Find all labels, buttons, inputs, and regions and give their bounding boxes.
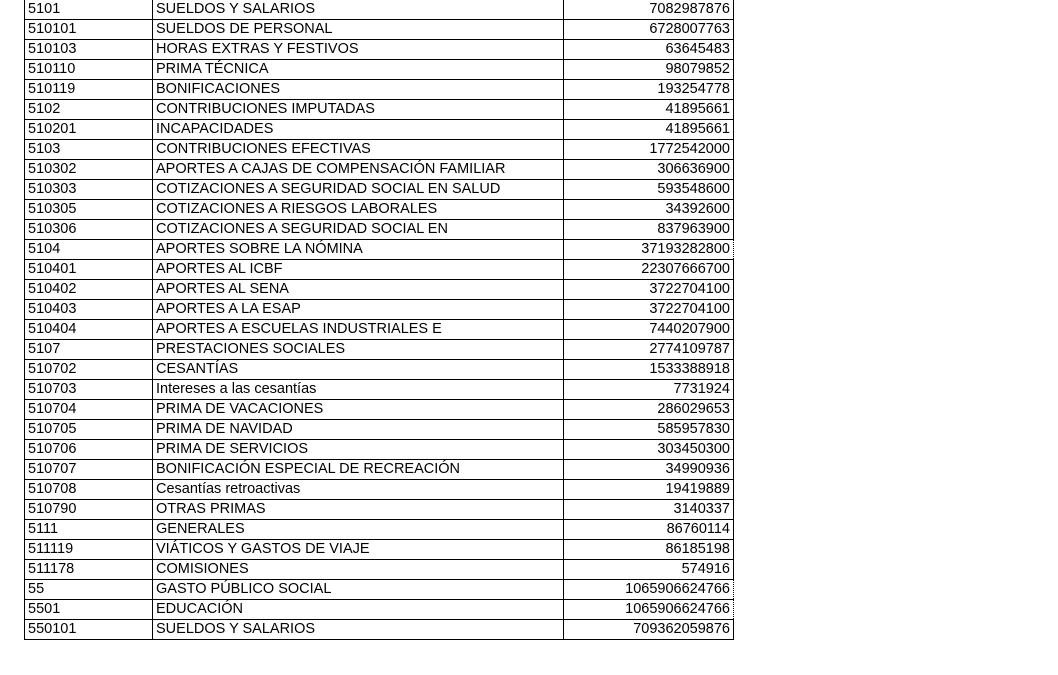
amount-cell: 6728007763 xyxy=(564,20,734,40)
table-row xyxy=(25,300,734,320)
table-row xyxy=(25,520,734,540)
account-code-cell: 511178 xyxy=(25,560,153,580)
table-row xyxy=(25,60,734,80)
amount-cell: 22307666700 xyxy=(564,260,734,280)
account-code-cell: 510703 xyxy=(25,380,153,400)
account-description-cell: HORAS EXTRAS Y FESTIVOS xyxy=(153,40,564,60)
amount-cell: 574916 xyxy=(564,560,734,580)
account-code-cell: 511119 xyxy=(25,540,153,560)
table-row xyxy=(25,380,734,400)
table-row xyxy=(25,160,734,180)
amount-cell: 98079852 xyxy=(564,60,734,80)
account-description-cell: CONTRIBUCIONES EFECTIVAS xyxy=(153,140,564,160)
amount-cell: 34392600 xyxy=(564,200,734,220)
amount-cell: 19419889 xyxy=(564,480,734,500)
account-description-cell: APORTES AL ICBF xyxy=(153,260,564,280)
table-row xyxy=(25,420,734,440)
account-description-cell: SUELDOS Y SALARIOS xyxy=(153,620,564,640)
table-row xyxy=(25,360,734,380)
amount-cell: 306636900 xyxy=(564,160,734,180)
account-description-cell: APORTES AL SENA xyxy=(153,280,564,300)
account-description-cell: SUELDOS Y SALARIOS xyxy=(153,0,564,20)
account-description-cell: CESANTÍAS xyxy=(153,360,564,380)
amount-cell: 3140337 xyxy=(564,500,734,520)
table-row xyxy=(25,440,734,460)
account-code-cell: 510101 xyxy=(25,20,153,40)
amount-cell: 1772542000 xyxy=(564,140,734,160)
account-description-cell: APORTES SOBRE LA NÓMINA xyxy=(153,240,564,260)
account-description-cell: BONIFICACIÓN ESPECIAL DE RECREACIÓN xyxy=(153,460,564,480)
account-code-cell: 510305 xyxy=(25,200,153,220)
table-row xyxy=(25,560,734,580)
account-description-cell: PRIMA TÉCNICA xyxy=(153,60,564,80)
account-code-cell: 5107 xyxy=(25,340,153,360)
table-row xyxy=(25,40,734,60)
amount-cell: 41895661 xyxy=(564,120,734,140)
table-row xyxy=(25,620,734,640)
account-code-cell: 510306 xyxy=(25,220,153,240)
account-description-cell: Intereses a las cesantías xyxy=(153,380,564,400)
table-row xyxy=(25,480,734,500)
account-code-cell: 550101 xyxy=(25,620,153,640)
account-description-cell: COMISIONES xyxy=(153,560,564,580)
table-row xyxy=(25,80,734,100)
amount-cell: 1065906624766 xyxy=(564,600,734,620)
account-description-cell: APORTES A LA ESAP xyxy=(153,300,564,320)
account-code-cell: 510302 xyxy=(25,160,153,180)
account-description-cell: OTRAS PRIMAS xyxy=(153,500,564,520)
ledger-body xyxy=(25,0,734,640)
amount-cell: 3722704100 xyxy=(564,300,734,320)
account-code-cell: 510706 xyxy=(25,440,153,460)
table-row xyxy=(25,260,734,280)
account-description-cell: COTIZACIONES A SEGURIDAD SOCIAL EN xyxy=(153,220,564,240)
account-code-cell: 510402 xyxy=(25,280,153,300)
table-row xyxy=(25,580,734,600)
table-row xyxy=(25,540,734,560)
account-description-cell: PRIMA DE NAVIDAD xyxy=(153,420,564,440)
account-description-cell: INCAPACIDADES xyxy=(153,120,564,140)
amount-cell: 7731924 xyxy=(564,380,734,400)
account-description-cell: PRIMA DE VACACIONES xyxy=(153,400,564,420)
account-code-cell: 510702 xyxy=(25,360,153,380)
amount-cell: 1533388918 xyxy=(564,360,734,380)
account-description-cell: EDUCACIÓN xyxy=(153,600,564,620)
account-code-cell: 510401 xyxy=(25,260,153,280)
amount-cell: 63645483 xyxy=(564,40,734,60)
account-code-cell: 510708 xyxy=(25,480,153,500)
account-description-cell: GENERALES xyxy=(153,520,564,540)
account-description-cell: PRIMA DE SERVICIOS xyxy=(153,440,564,460)
account-description-cell: APORTES A ESCUELAS INDUSTRIALES E xyxy=(153,320,564,340)
table-row xyxy=(25,140,734,160)
table-row xyxy=(25,320,734,340)
amount-cell: 303450300 xyxy=(564,440,734,460)
account-description-cell: COTIZACIONES A RIESGOS LABORALES xyxy=(153,200,564,220)
table-row xyxy=(25,600,734,620)
account-description-cell: GASTO PÚBLICO SOCIAL xyxy=(153,580,564,600)
account-description-cell: BONIFICACIONES xyxy=(153,80,564,100)
account-code-cell: 510403 xyxy=(25,300,153,320)
account-code-cell: 510303 xyxy=(25,180,153,200)
table-row xyxy=(25,120,734,140)
account-code-cell: 55 xyxy=(25,580,153,600)
account-code-cell: 510704 xyxy=(25,400,153,420)
account-code-cell: 5104 xyxy=(25,240,153,260)
account-description-cell: CONTRIBUCIONES IMPUTADAS xyxy=(153,100,564,120)
account-code-cell: 510110 xyxy=(25,60,153,80)
table-row xyxy=(25,0,734,20)
account-code-cell: 5102 xyxy=(25,100,153,120)
account-description-cell: Cesantías retroactivas xyxy=(153,480,564,500)
amount-cell: 86185198 xyxy=(564,540,734,560)
table-row xyxy=(25,340,734,360)
amount-cell: 34990936 xyxy=(564,460,734,480)
amount-cell: 286029653 xyxy=(564,400,734,420)
table-row xyxy=(25,280,734,300)
account-code-cell: 510705 xyxy=(25,420,153,440)
amount-cell: 86760114 xyxy=(564,520,734,540)
table-row xyxy=(25,100,734,120)
account-description-cell: VIÁTICOS Y GASTOS DE VIAJE xyxy=(153,540,564,560)
amount-cell: 2774109787 xyxy=(564,340,734,360)
table-row xyxy=(25,180,734,200)
table-row xyxy=(25,460,734,480)
account-code-cell: 5101 xyxy=(25,0,153,20)
amount-cell: 3722704100 xyxy=(564,280,734,300)
ledger-table xyxy=(24,0,734,640)
account-code-cell: 510119 xyxy=(25,80,153,100)
amount-cell: 585957830 xyxy=(564,420,734,440)
table-row xyxy=(25,500,734,520)
amount-cell: 7082987876 xyxy=(564,0,734,20)
table-row xyxy=(25,240,734,260)
amount-cell: 1065906624766 xyxy=(564,580,734,600)
account-code-cell: 5501 xyxy=(25,600,153,620)
amount-cell: 37193282800 xyxy=(564,240,734,260)
account-code-cell: 510201 xyxy=(25,120,153,140)
table-row xyxy=(25,20,734,40)
account-code-cell: 510790 xyxy=(25,500,153,520)
account-code-cell: 510103 xyxy=(25,40,153,60)
amount-cell: 41895661 xyxy=(564,100,734,120)
table-row xyxy=(25,200,734,220)
amount-cell: 7440207900 xyxy=(564,320,734,340)
account-description-cell: SUELDOS DE PERSONAL xyxy=(153,20,564,40)
account-description-cell: APORTES A CAJAS DE COMPENSACIÓN FAMILIAR xyxy=(153,160,564,180)
account-code-cell: 510707 xyxy=(25,460,153,480)
amount-cell: 709362059876 xyxy=(564,620,734,640)
table-row xyxy=(25,220,734,240)
amount-cell: 593548600 xyxy=(564,180,734,200)
account-description-cell: PRESTACIONES SOCIALES xyxy=(153,340,564,360)
account-code-cell: 5111 xyxy=(25,520,153,540)
amount-cell: 837963900 xyxy=(564,220,734,240)
account-code-cell: 5103 xyxy=(25,140,153,160)
amount-cell: 193254778 xyxy=(564,80,734,100)
account-code-cell: 510404 xyxy=(25,320,153,340)
account-description-cell: COTIZACIONES A SEGURIDAD SOCIAL EN SALUD xyxy=(153,180,564,200)
table-row xyxy=(25,400,734,420)
